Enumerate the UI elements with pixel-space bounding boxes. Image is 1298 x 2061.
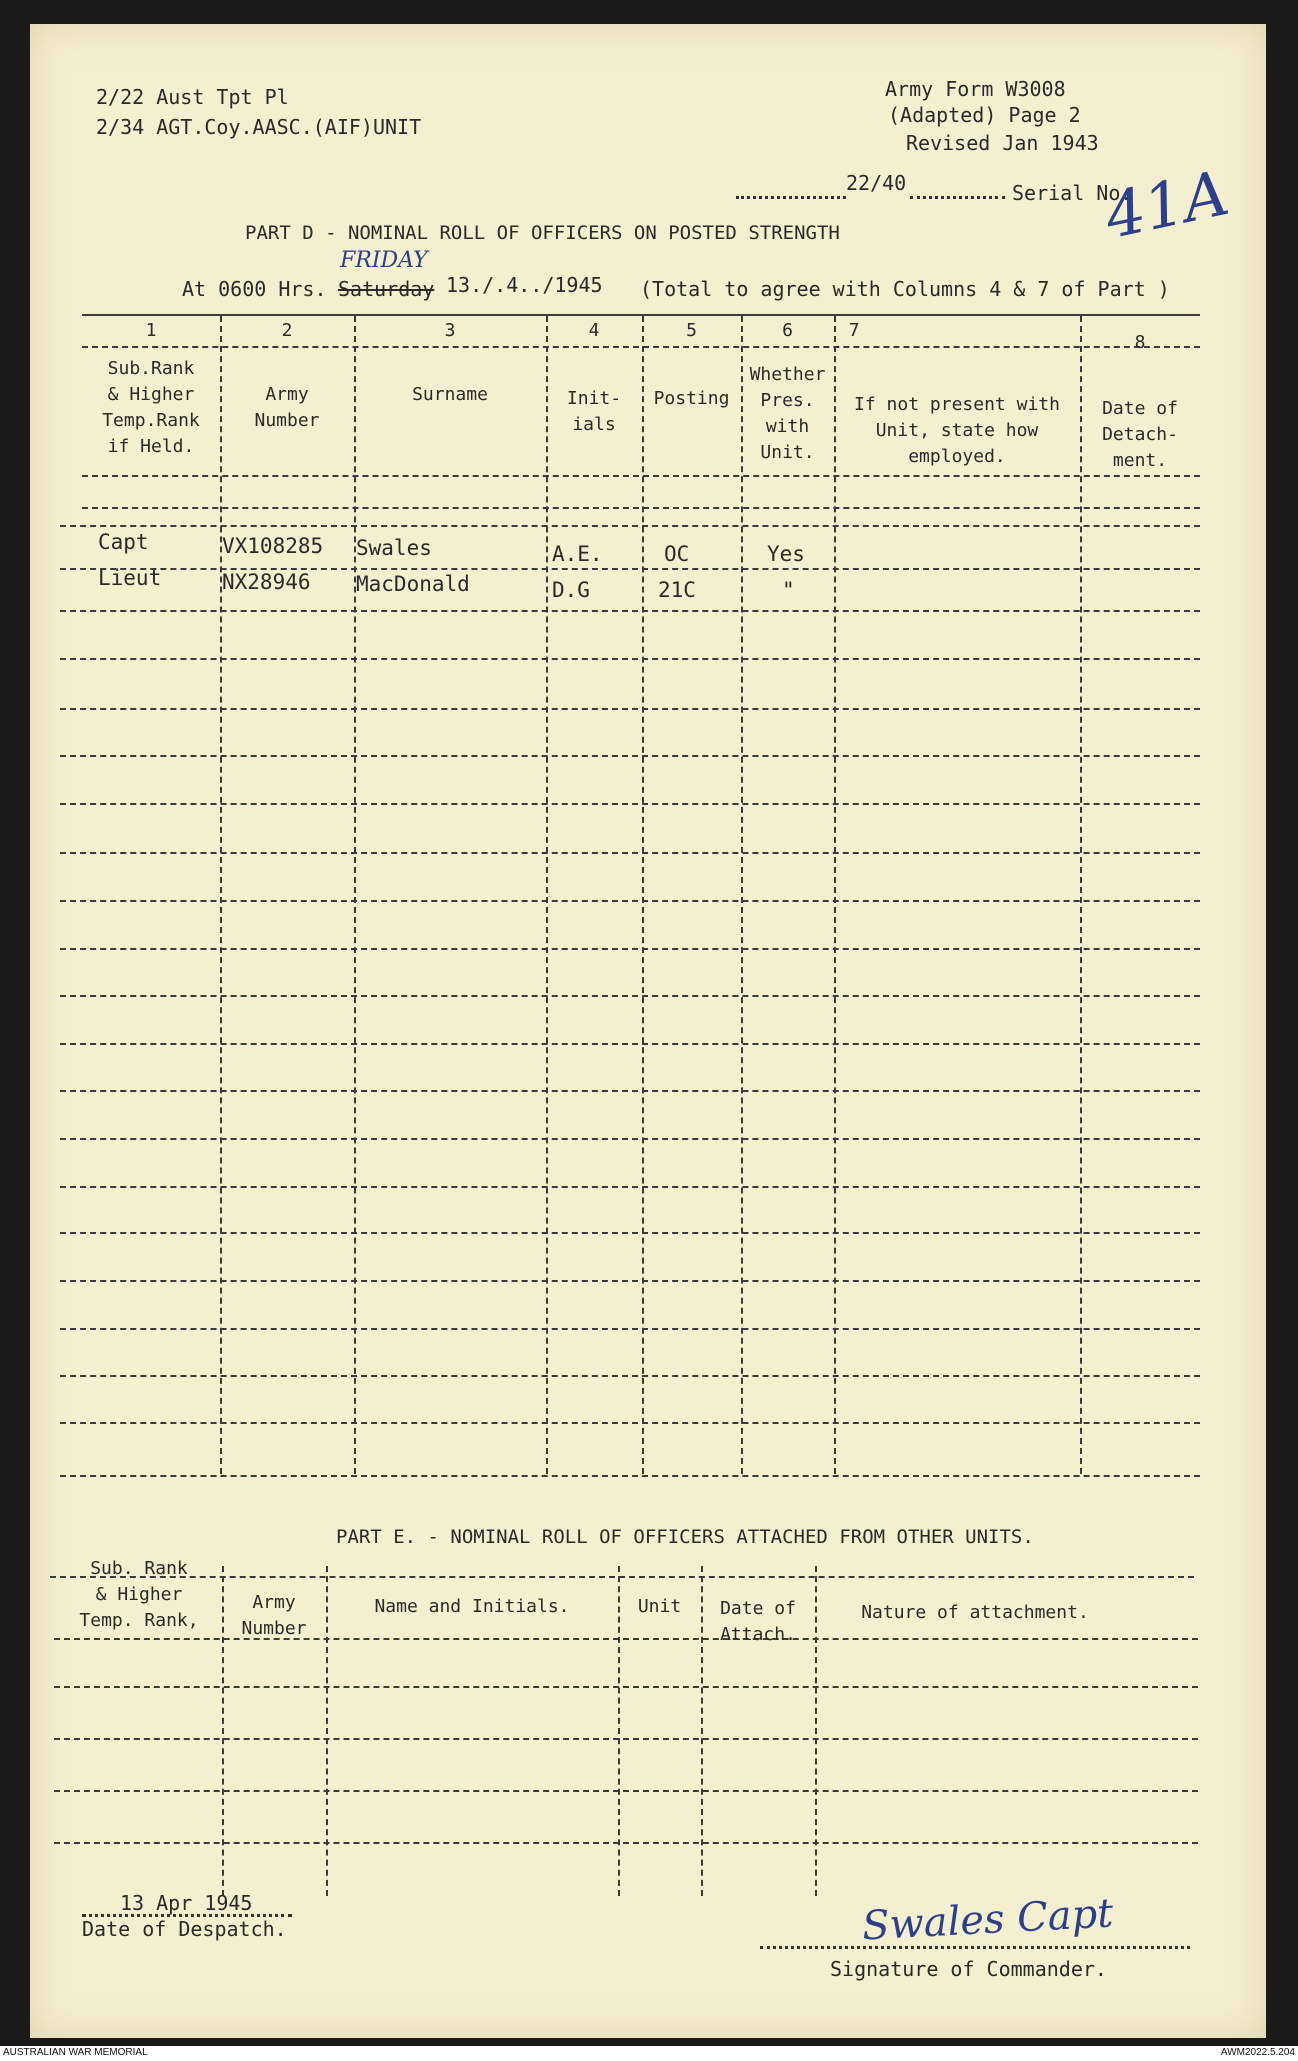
form-line-2: (Adapted) Page 2	[888, 103, 1081, 127]
date-suffix: (Total to agree with Columns 4 & 7 of Part )	[640, 277, 1170, 301]
col-header-initials: Init- ials	[566, 388, 622, 435]
serial-label: Serial No.	[1012, 181, 1133, 205]
date-prefix: At 0600 Hrs.	[182, 277, 327, 301]
part-e-rule	[54, 1790, 1198, 1792]
archive-name: AUSTRALIAN WAR MEMORIAL	[3, 2047, 148, 2058]
part-d-col-divider	[220, 316, 222, 1474]
col-header-surname: Surname	[412, 384, 488, 405]
signature-label: Signature of Commander.	[830, 1957, 1107, 1981]
part-d-rule	[60, 708, 1200, 710]
part-d-col-divider	[834, 316, 836, 1474]
stamp-number: 41A	[1098, 155, 1235, 254]
row-1-surname: Swales	[356, 536, 432, 560]
col-number-2: 2	[281, 320, 293, 341]
col-header-rank: Sub.Rank & Higher Temp.Rank if Held.	[102, 358, 200, 457]
col-header-present: Whether Pres. with Unit.	[749, 364, 826, 463]
col-number-4: 4	[588, 320, 600, 341]
form-line-1: Army Form W3008	[885, 77, 1066, 101]
part-d-rule	[60, 1328, 1200, 1330]
unit-line-2: 2/34 AGT.Coy.AASC.(AIF)UNIT	[96, 115, 422, 139]
form-line-3: Revised Jan 1943	[906, 131, 1099, 155]
col-header-employed: If not present with Unit, state how employed.	[854, 394, 1060, 467]
col-header-posting: Posting	[653, 388, 730, 409]
part-d-rule	[60, 900, 1200, 902]
part-d-rule	[60, 1375, 1200, 1377]
serial-dots-2	[910, 196, 1005, 199]
part-d-rule	[60, 852, 1200, 854]
part-d-rule	[82, 507, 1200, 509]
part-d-rule	[60, 1186, 1200, 1188]
row-2-present: "	[782, 578, 795, 602]
part-d-rule	[60, 525, 1200, 527]
row-1-initials: A.E.	[552, 542, 603, 566]
unit-line-1: 2/22 Aust Tpt Pl	[96, 85, 289, 109]
part-e-col-army-number: Army Number	[241, 1592, 307, 1639]
part-d-rule	[60, 1138, 1200, 1140]
part-d-rule	[60, 658, 1200, 660]
part-d-col-divider	[642, 316, 644, 1474]
col-number-6: 6	[782, 320, 793, 341]
col-number-3: 3	[444, 320, 456, 341]
serial-value: 22/40	[846, 171, 907, 195]
col-number-1: 1	[145, 320, 157, 341]
part-d-rule	[60, 1422, 1200, 1424]
row-2-surname: MacDonald	[356, 572, 470, 596]
part-d-col-divider	[1080, 316, 1082, 1474]
part-d-num-rule	[82, 346, 1200, 348]
col-number-5: 5	[686, 320, 697, 341]
part-d-rule	[60, 1280, 1200, 1282]
archive-footer	[0, 2046, 1298, 2061]
part-d-header-rule	[82, 475, 1200, 477]
part-e-rule	[54, 1738, 1198, 1740]
archive-reference: AWM2022.5.204	[1220, 2047, 1295, 2058]
part-d-rule	[60, 803, 1200, 805]
row-2-initials: D.G	[552, 578, 590, 602]
part-d-rule	[60, 995, 1200, 997]
part-d-col-divider	[546, 316, 548, 1474]
part-d-rule	[60, 948, 1200, 950]
col-header-army-number: Army Number	[254, 384, 320, 431]
col-number-8: 8	[1134, 332, 1146, 353]
day-written: FRIDAY	[340, 248, 428, 273]
part-e-col-unit: Unit	[637, 1596, 682, 1617]
row-1-posting: OC	[664, 542, 690, 566]
part-d-col-divider	[354, 316, 356, 1474]
part-d-rule	[60, 610, 1200, 612]
part-d-rule	[60, 1232, 1200, 1234]
part-e-bottom-rule	[54, 1842, 1198, 1844]
part-d-rule	[60, 1043, 1200, 1045]
row-2-posting: 21C	[658, 578, 696, 602]
part-d-top-rule	[82, 314, 1200, 316]
part-e-col-rank: Sub. Rank & Higher Temp. Rank,	[79, 1558, 199, 1631]
day-struck: Saturday	[338, 277, 435, 301]
part-e-col-date: Date of Attach.	[720, 1598, 796, 1645]
part-e-title: PART E. - NOMINAL ROLL OF OFFICERS ATTACHED FROM OTHER UNITS.	[336, 1526, 1034, 1548]
despatch-label: Date of Despatch.	[82, 1917, 287, 1941]
row-2-army-number: NX28946	[222, 570, 311, 594]
part-e-col-name: Name and Initials.	[374, 1596, 570, 1617]
row-1-rank: Capt	[98, 530, 149, 554]
commander-signature: Swales Capt	[860, 1890, 1115, 1950]
signature-dots	[760, 1946, 1190, 1949]
part-d-col-divider	[741, 316, 743, 1474]
part-d-rule	[60, 755, 1200, 757]
col-header-detachment: Date of Detach- ment.	[1102, 398, 1178, 471]
date-value: 13./.4../1945	[446, 273, 603, 297]
part-d-bottom-rule	[60, 1475, 1200, 1477]
row-1-army-number: VX108285	[222, 534, 324, 558]
despatch-date: 13 Apr 1945	[120, 1891, 253, 1915]
part-d-rule	[60, 1090, 1200, 1092]
row-2-rank: Lieut	[98, 566, 162, 590]
part-e-col-nature: Nature of attachment.	[861, 1602, 1089, 1623]
serial-dots	[736, 196, 846, 199]
col-number-7: 7	[848, 320, 860, 341]
part-e-rule	[54, 1686, 1198, 1688]
row-1-present: Yes	[767, 542, 805, 566]
part-d-title: PART D - NOMINAL ROLL OF OFFICERS ON POSTED STRENGTH	[245, 222, 840, 244]
